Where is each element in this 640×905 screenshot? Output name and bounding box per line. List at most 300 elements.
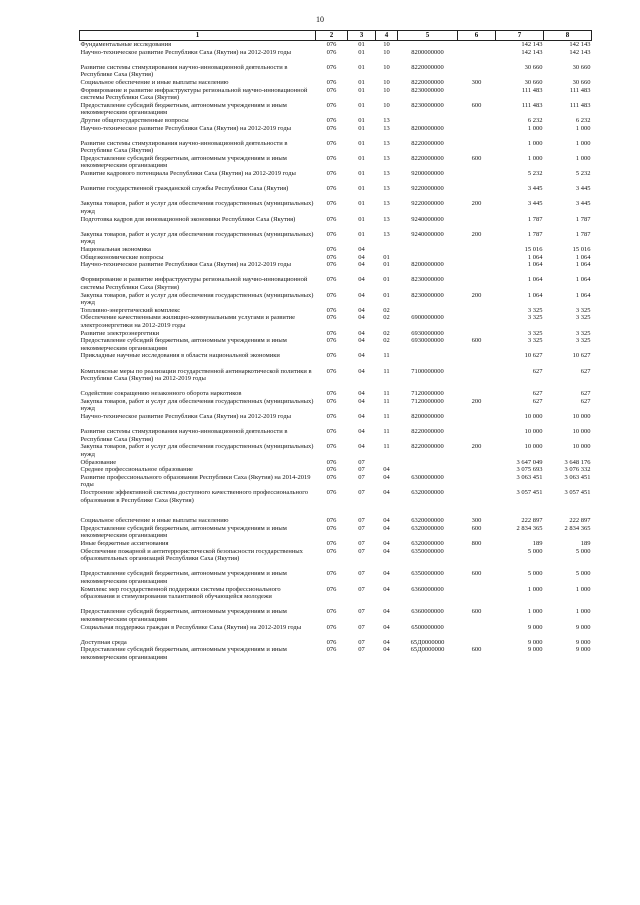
expense-type-cell (458, 261, 496, 276)
table-row (80, 517, 592, 525)
target-article-cell: 8220000000 (411, 154, 444, 162)
section-code-cell: 01 (358, 86, 365, 94)
target-article-cell: 8200000000 (411, 124, 444, 132)
target-article-cell: 6500000000 (411, 623, 444, 631)
expense-type-cell: 600 (471, 101, 482, 109)
amount-col7-cell: 1 064 (527, 253, 543, 261)
table-row (80, 41, 592, 49)
amount-col7-cell: 222 897 (521, 517, 543, 525)
amount-col8-cell: 3 445 (575, 200, 591, 208)
amount-col8-cell: 1 000 (575, 154, 591, 162)
subsection-code-cell (376, 246, 398, 254)
item-name-cell: Общеэкономические вопросы (80, 253, 164, 261)
expense-type-cell (458, 428, 496, 443)
subsection-code-cell: 13 (383, 170, 390, 178)
header-cell: 2 (316, 31, 348, 41)
amount-col7-cell: 1 000 (527, 124, 543, 132)
item-name-cell: Другие общегосударственные вопросы (80, 116, 189, 124)
item-name-cell: Социальная поддержка граждан в Республике Саха (Якутия) на 2012-2019 годы (80, 623, 302, 631)
target-article-cell: 6930000000 (411, 329, 444, 337)
amount-col8-cell: 189 (580, 540, 591, 548)
ministry-code-cell: 076 (326, 443, 337, 451)
table-row (80, 474, 592, 489)
amount-col7-cell: 1 000 (527, 608, 543, 616)
section-code-cell: 04 (358, 276, 365, 284)
subsection-code-cell: 04 (383, 638, 390, 646)
ministry-code-cell: 076 (326, 261, 337, 269)
ministry-code-cell: 076 (326, 116, 337, 124)
section-code-cell: 07 (358, 524, 365, 532)
section-code-cell: 07 (358, 547, 365, 555)
amount-col7-cell: 3 325 (527, 314, 543, 322)
expense-type-cell: 200 (471, 443, 482, 451)
amount-col8-cell: 3 325 (575, 306, 591, 314)
subsection-code-cell: 01 (383, 291, 390, 299)
subsection-code-cell: 01 (383, 253, 390, 261)
amount-col7-cell: 627 (532, 397, 543, 405)
table-row (80, 570, 592, 585)
amount-col7-cell: 3 325 (527, 337, 543, 345)
table-row (80, 200, 592, 215)
header-cell: 1 (80, 31, 316, 41)
item-name-cell: Обеспечение качественными жилищно-коммунальными услугами и развитие электроэнергетики на 2012-2019 годы (80, 314, 296, 329)
ministry-code-cell: 076 (326, 253, 337, 261)
expense-type-cell: 600 (471, 524, 482, 532)
target-article-cell: 9220000000 (411, 185, 444, 193)
section-code-cell: 04 (358, 291, 365, 299)
subsection-code-cell: 10 (383, 86, 390, 94)
amount-col8-cell: 1 787 (575, 230, 591, 238)
target-article-cell: 6900000000 (411, 314, 444, 322)
ministry-code-cell: 076 (326, 101, 337, 109)
item-name-cell: Закупка товаров, работ и услуг для обеспечения государственных (муниципальных) нужд (80, 291, 314, 307)
expense-type-cell (458, 64, 496, 79)
amount-col8-cell: 1 000 (575, 608, 591, 616)
target-article-cell: 6320000000 (411, 489, 444, 497)
section-code-cell: 07 (358, 540, 365, 548)
subsection-code-cell: 04 (383, 489, 390, 497)
table-row (80, 352, 592, 367)
ministry-code-cell: 076 (326, 48, 337, 56)
amount-col8-cell: 1 787 (575, 215, 591, 223)
item-name-cell: Предоставление субсидий бюджетным, автономным учреждениям и иным некоммерческим организациям (80, 337, 287, 352)
target-article-cell: 6320000000 (411, 540, 444, 548)
subsection-code-cell: 04 (383, 524, 390, 532)
table-body (80, 41, 592, 662)
section-code-cell: 04 (358, 314, 365, 322)
expense-type-cell: 800 (471, 540, 482, 548)
amount-col7-cell: 3 063 451 (516, 473, 543, 481)
item-name-cell: Построение эффективной системы доступного качественного профессионального образования в Республике Саха (Якутия) (80, 489, 309, 504)
amount-col8-cell: 3 325 (575, 329, 591, 337)
subsection-code-cell: 13 (383, 116, 390, 124)
amount-col8-cell: 111 483 (569, 86, 591, 94)
section-code-cell: 07 (358, 517, 365, 525)
section-code-cell: 01 (358, 200, 365, 208)
expense-type-cell (458, 330, 496, 338)
target-article-cell: 6320000000 (411, 524, 444, 532)
target-article-cell: 9220000000 (411, 200, 444, 208)
item-name-cell: Социальное обеспечение и иные выплаты населению (80, 517, 229, 525)
expense-type-cell (458, 117, 496, 125)
section-code-cell: 01 (358, 116, 365, 124)
table-row (80, 314, 592, 329)
subsection-code-cell: 13 (383, 185, 390, 193)
table-row (80, 390, 592, 398)
spacer-cell (80, 504, 592, 517)
amount-col7-cell: 189 (532, 540, 543, 548)
amount-col8-cell: 3 076 332 (564, 466, 591, 474)
target-article-cell: 8220000000 (411, 63, 444, 71)
target-article-cell: 6320000000 (411, 517, 444, 525)
table-row (80, 216, 592, 231)
amount-col7-cell: 111 483 (521, 86, 543, 94)
expense-type-cell (458, 254, 496, 262)
ministry-code-cell: 076 (326, 646, 337, 654)
target-article-cell: 6360000000 (411, 585, 444, 593)
ministry-code-cell: 076 (326, 489, 337, 497)
subsection-code-cell: 11 (383, 352, 390, 360)
amount-col8-cell: 30 660 (572, 78, 591, 86)
item-name-cell: Научно-техническое развитие Республики Саха (Якутия) на 2012-2019 годы (80, 48, 292, 56)
item-name-cell: Доступная среда (80, 638, 127, 646)
table-row (80, 185, 592, 200)
amount-col7-cell: 10 627 (524, 352, 543, 360)
table-row (80, 489, 592, 504)
table-row (80, 292, 592, 307)
amount-col8-cell: 3 063 451 (564, 473, 591, 481)
expense-type-cell (458, 413, 496, 428)
subsection-code-cell: 11 (383, 443, 390, 451)
amount-col8-cell: 5 000 (575, 570, 591, 578)
ministry-code-cell: 076 (326, 139, 337, 147)
ministry-code-cell: 076 (326, 230, 337, 238)
expense-type-cell (458, 352, 496, 367)
item-name-cell: Предоставление субсидий бюджетным, автономным учреждениям и иным некоммерческим организациям (80, 101, 287, 117)
header-cell: 4 (376, 31, 398, 41)
table-row (80, 525, 592, 540)
item-name-cell: Научно-техническое развитие Республики Саха (Якутия) на 2012-2019 годы (80, 124, 292, 132)
target-article-cell: 6350000000 (411, 570, 444, 578)
table-row (80, 548, 592, 571)
item-name-cell: Национальная экономика (80, 246, 151, 254)
expense-type-cell (458, 246, 496, 254)
expense-type-cell (458, 624, 496, 639)
table-row (80, 624, 592, 639)
amount-col8-cell: 9 000 (575, 638, 591, 646)
amount-col7-cell: 1 064 (527, 291, 543, 299)
amount-col7-cell: 10 000 (524, 443, 543, 451)
amount-col8-cell: 3 325 (575, 314, 591, 322)
expense-type-cell (458, 87, 496, 102)
item-name-cell: Предоставление субсидий бюджетным, автономным учреждениям и иным некоммерческим организациям (80, 154, 287, 170)
target-article-cell: 9240000000 (411, 215, 444, 223)
section-code-cell: 01 (358, 63, 365, 71)
expense-type-cell: 600 (471, 154, 482, 162)
amount-col7-cell: 1 787 (527, 215, 543, 223)
amount-col7-cell: 627 (532, 367, 543, 375)
section-code-cell: 01 (358, 230, 365, 238)
item-name-cell: Развитие кадрового потенциала Республики Саха (Якутия) на 2012-2019 годы (80, 170, 296, 178)
amount-col7-cell: 3 057 451 (516, 489, 543, 497)
ministry-code-cell: 076 (326, 352, 337, 360)
amount-col8-cell: 10 627 (572, 352, 591, 360)
ministry-code-cell: 076 (326, 329, 337, 337)
table-header-row (80, 31, 592, 41)
expense-type-cell (458, 314, 496, 329)
subsection-code-cell: 10 (383, 101, 390, 109)
expense-type-cell: 200 (471, 230, 482, 238)
target-article-cell: 8230000000 (411, 86, 444, 94)
section-code-cell: 04 (358, 246, 365, 254)
table-row (80, 79, 592, 87)
item-name-cell: Закупка товаров, работ и услуг для обеспечения государственных (муниципальных) нужд (80, 200, 314, 215)
table-row (80, 117, 592, 125)
target-article-cell: 8220000000 (411, 443, 444, 451)
amount-col7-cell: 10 000 (524, 428, 543, 436)
item-name-cell: Прикладные научные исследования в области национальной экономики (80, 352, 280, 360)
item-name-cell: Предоставление субсидий бюджетным, автономным учреждениям и иным некоммерческим организациям (80, 570, 287, 585)
header-cell: 6 (458, 31, 496, 41)
amount-col8-cell: 10 000 (572, 413, 591, 421)
target-article-cell: 7100000000 (411, 367, 444, 375)
expense-type-cell (458, 216, 496, 231)
ministry-code-cell: 076 (326, 540, 337, 548)
amount-col7-cell: 1 787 (527, 230, 543, 238)
section-code-cell: 01 (358, 215, 365, 223)
section-code-cell: 01 (358, 41, 365, 48)
subsection-code-cell: 04 (383, 585, 390, 593)
section-code-cell: 01 (358, 185, 365, 193)
target-article-cell (398, 307, 458, 315)
item-name-cell: Развитие системы стимулирования научно-инновационной деятельности в Республике Саха (Якутия) (80, 428, 288, 443)
amount-col7-cell: 5 232 (527, 170, 543, 178)
expense-type-cell: 600 (471, 608, 482, 616)
item-name-cell: Развитие электроэнергетики (80, 329, 160, 337)
section-code-cell: 07 (358, 585, 365, 593)
subsection-code-cell: 13 (383, 215, 390, 223)
ministry-code-cell: 076 (326, 41, 337, 48)
subsection-code-cell: 02 (383, 329, 390, 337)
item-name-cell: Фундаментальные исследования (80, 41, 172, 48)
ministry-code-cell: 076 (326, 63, 337, 71)
table-row (80, 261, 592, 276)
ministry-code-cell: 076 (326, 466, 337, 474)
amount-col7-cell: 3 445 (527, 185, 543, 193)
item-name-cell: Среднее профессиональное образование (80, 466, 193, 474)
table-row (80, 155, 592, 170)
item-name-cell: Содействие сокращению незаконного оборота наркотиков (80, 390, 242, 398)
expense-type-cell (458, 170, 496, 185)
item-name-cell: Комплекс мер государственной поддержки системы профессионального образования и стимулирования талантливой обучающейся молодежи (80, 585, 281, 601)
target-article-cell: 7120000000 (411, 390, 444, 398)
amount-col7-cell: 6 232 (527, 116, 543, 124)
section-code-cell: 04 (358, 261, 365, 269)
item-name-cell: Подготовка кадров для инновационной экономики Республики Саха (Якутия) (80, 215, 296, 223)
amount-col8-cell: 5 000 (575, 547, 591, 555)
ministry-code-cell: 076 (326, 306, 337, 314)
target-article-cell: 6300000000 (411, 473, 444, 481)
section-code-cell: 01 (358, 154, 365, 162)
subsection-code-cell: 02 (383, 306, 390, 314)
ministry-code-cell: 076 (326, 215, 337, 223)
expense-type-cell (458, 548, 496, 571)
subsection-code-cell: 11 (383, 397, 390, 405)
section-code-cell: 04 (358, 352, 365, 360)
table-row (80, 102, 592, 117)
ministry-code-cell: 076 (326, 291, 337, 299)
expense-type-cell: 200 (471, 200, 482, 208)
section-code-cell: 07 (358, 646, 365, 654)
ministry-code-cell: 076 (326, 124, 337, 132)
amount-col7-cell: 10 000 (524, 413, 543, 421)
amount-col8-cell: 5 232 (575, 170, 591, 178)
amount-col8-cell: 1 000 (575, 585, 591, 593)
table-row (80, 246, 592, 254)
subsection-code-cell: 04 (383, 517, 390, 525)
section-code-cell: 01 (358, 78, 365, 86)
subsection-code-cell: 04 (383, 547, 390, 555)
table-row (80, 170, 592, 185)
subsection-code-cell: 02 (383, 337, 390, 345)
amount-col8-cell: 1 064 (575, 253, 591, 261)
ministry-code-cell: 076 (326, 585, 337, 593)
target-article-cell: 65Д0000000 (410, 646, 445, 654)
amount-col8-cell: 627 (580, 367, 591, 375)
table-row (80, 276, 592, 291)
amount-col7-cell: 142 143 (521, 48, 543, 56)
ministry-code-cell: 076 (326, 623, 337, 631)
spacer-row (80, 504, 592, 517)
section-code-cell: 07 (358, 570, 365, 578)
amount-col7-cell: 1 000 (527, 139, 543, 147)
amount-col7-cell: 3 325 (527, 329, 543, 337)
table-row (80, 368, 592, 391)
table-row (80, 337, 592, 352)
section-code-cell: 01 (358, 48, 365, 56)
item-name-cell: Закупка товаров, работ и услуг для обеспечения государственных (муниципальных) нужд (80, 397, 314, 413)
amount-col8-cell: 2 834 365 (564, 524, 591, 532)
amount-col8-cell: 30 660 (572, 63, 591, 71)
expense-type-cell (458, 125, 496, 140)
subsection-code-cell: 01 (383, 261, 390, 269)
amount-col8-cell: 3 445 (575, 185, 591, 193)
ministry-code-cell: 076 (326, 517, 337, 525)
target-article-cell: 8200000000 (411, 48, 444, 56)
ministry-code-cell: 076 (326, 314, 337, 322)
item-name-cell: Обеспечение пожарной и антитеррористической безопасности государственных образовательных организаций Республики Саха (Якутия) (80, 547, 303, 563)
subsection-code-cell: 04 (383, 570, 390, 578)
table-row (80, 466, 592, 474)
expense-type-cell: 600 (471, 337, 482, 345)
subsection-code-cell: 04 (383, 540, 390, 548)
amount-col8-cell: 1 064 (575, 276, 591, 284)
table-row (80, 413, 592, 428)
section-code-cell: 04 (358, 367, 365, 375)
section-code-cell: 04 (358, 428, 365, 436)
item-name-cell: Социальное обеспечение и иные выплаты населению (80, 78, 229, 86)
table-row (80, 125, 592, 140)
amount-col7-cell: 30 660 (524, 78, 543, 86)
amount-col7-cell: 111 483 (521, 101, 543, 109)
target-article-cell (398, 466, 458, 474)
amount-col8-cell: 10 000 (572, 428, 591, 436)
section-code-cell: 04 (358, 397, 365, 405)
item-name-cell: Топливно-энергетический комплекс (80, 306, 181, 314)
header-cell: 5 (398, 31, 458, 41)
section-code-cell: 07 (358, 466, 365, 474)
item-name-cell: Предоставление субсидий бюджетным, автономным учреждениям и иным некоммерческим организациям (80, 646, 287, 661)
table-row (80, 459, 592, 467)
target-article-cell (398, 117, 458, 125)
header-cell: 3 (348, 31, 376, 41)
ministry-code-cell: 076 (326, 367, 337, 375)
expense-type-cell (458, 41, 496, 49)
ministry-code-cell: 076 (326, 608, 337, 616)
target-article-cell: 6350000000 (411, 547, 444, 555)
expense-type-cell (458, 140, 496, 155)
item-name-cell: Закупка товаров, работ и услуг для обеспечения государственных (муниципальных) нужд (80, 443, 314, 458)
item-name-cell: Предоставление субсидий бюджетным, автономным учреждениям и иным некоммерческим организациям (80, 608, 287, 623)
amount-col7-cell: 5 000 (527, 547, 543, 555)
amount-col7-cell: 30 660 (524, 63, 543, 71)
amount-col8-cell: 9 000 (575, 646, 591, 654)
amount-col7-cell: 1 064 (527, 261, 543, 269)
item-name-cell: Развитие системы стимулирования научно-инновационной деятельности в Республике Саха (Якутия) (80, 139, 288, 155)
amount-col7-cell: 3 445 (527, 200, 543, 208)
item-name-cell: Развитие профессионального образования Республики Саха (Якутия) на 2014-2019 годы (80, 473, 311, 489)
expense-type-cell (458, 185, 496, 200)
item-name-cell: Комплексные меры по реализации государственной антинаркотической политики в Республике Саха (Якутия) на 2012-2019 годы (80, 367, 312, 382)
section-code-cell: 07 (358, 489, 365, 497)
amount-col7-cell: 15 016 (524, 246, 543, 254)
table-row (80, 443, 592, 458)
target-article-cell: 6360000000 (411, 608, 444, 616)
section-code-cell: 07 (358, 638, 365, 646)
expense-type-cell: 200 (471, 291, 482, 299)
item-name-cell: Образование (80, 458, 117, 466)
target-article-cell: 8200000000 (411, 261, 444, 269)
amount-col8-cell: 15 016 (572, 246, 591, 254)
budget-table (79, 30, 592, 662)
ministry-code-cell: 076 (326, 390, 337, 398)
item-name-cell: Научно-техническое развитие Республики Саха (Якутия) на 2012-2019 годы (80, 413, 292, 421)
expense-type-cell: 600 (471, 570, 482, 578)
table-row (80, 49, 592, 64)
amount-col8-cell: 3 648 176 (564, 458, 591, 466)
table-row (80, 87, 592, 102)
subsection-code-cell: 10 (383, 78, 390, 86)
table-row (80, 428, 592, 443)
amount-col7-cell: 5 000 (527, 570, 543, 578)
expense-type-cell (458, 276, 496, 291)
section-code-cell: 04 (358, 443, 365, 451)
target-article-cell: 9200000000 (411, 170, 444, 178)
subsection-code-cell: 11 (383, 390, 390, 398)
subsection-code-cell (376, 459, 398, 467)
table-row (80, 639, 592, 647)
target-article-cell: 8220000000 (411, 428, 444, 436)
subsection-code-cell: 02 (383, 314, 390, 322)
header-cell: 7 (496, 31, 544, 41)
amount-col8-cell: 1 000 (575, 124, 591, 132)
target-article-cell (398, 254, 458, 262)
section-code-cell: 01 (358, 139, 365, 147)
amount-col7-cell: 3 075 693 (516, 466, 543, 474)
target-article-cell: 8230000000 (411, 101, 444, 109)
section-code-cell: 07 (358, 623, 365, 631)
amount-col8-cell: 1 000 (575, 139, 591, 147)
